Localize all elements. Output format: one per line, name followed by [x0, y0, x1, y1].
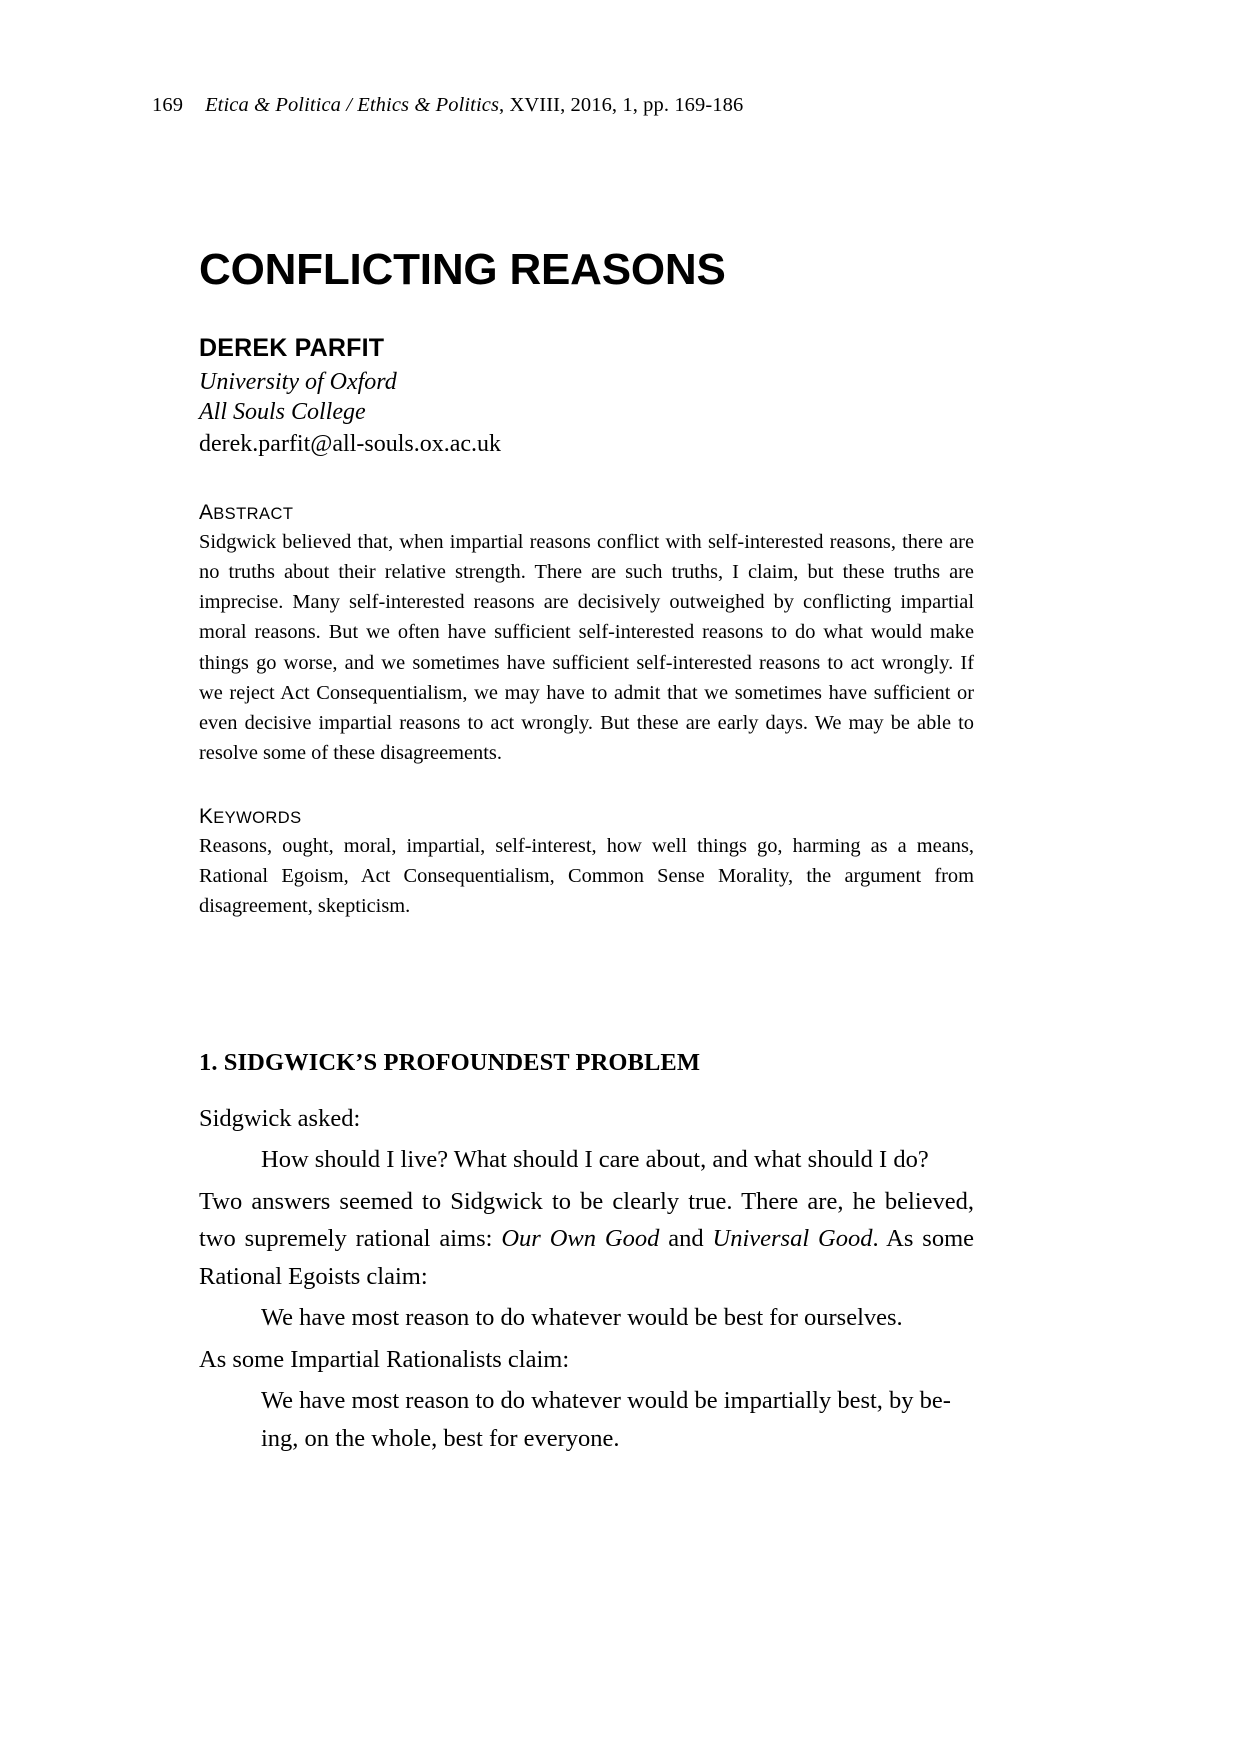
- paragraph-sidgwick-asked: Sidgwick asked:: [199, 1105, 361, 1132]
- keywords-label-initial: K: [199, 804, 214, 828]
- journal-title: Etica & Politica / Ethics & Politics: [205, 94, 500, 116]
- citation-details: , XVIII, 2016, 1, pp. 169-186: [499, 94, 744, 116]
- paragraph-two-answers-part3: . As some Rational Egoists claim:: [199, 1225, 974, 1290]
- paragraph-two-answers-conjunction: and: [659, 1225, 713, 1253]
- emphasis-universal-good: Universal Good: [712, 1225, 873, 1253]
- author-block: [199, 333, 899, 461]
- author-email[interactable]: derek.parfit@all-souls.ox.ac.uk: [199, 431, 502, 458]
- abstract-text: Sidgwick believed that, when impartial reasons conflict with self-interested reasons, there are no truths about their relative strength. There are such truths, I claim, but these truths are imprecise. Many self-interested reasons are decisively outweighed by conflicting impartial moral reasons. But we often have sufficient self-interested reasons to do what would make things go worse, and we sometimes have sufficient self-interested reasons to act wrongly. If we reject Act Consequentialism, we may have to admit that we sometimes have sufficient or even decisive impartial reasons to act wrongly. But these are early days. We may be able to resolve some of these disagreements.: [199, 531, 974, 764]
- section-heading: 1. SIDGWICK’S PROFOUNDEST PROBLEM: [199, 1049, 701, 1076]
- paragraph-two-answers: [199, 1183, 974, 1295]
- paragraph-two-answers-part1: Two answers seemed to Sidgwick to be clearly true. There are, he believed, two supremely rational aims:: [199, 1187, 974, 1253]
- abstract-keywords-block: [199, 500, 974, 921]
- running-head: [152, 93, 743, 118]
- blockquote-line-2: ing, on the whole, best for everyone.: [261, 1424, 620, 1452]
- keywords-label-rest: EYWORDS: [213, 808, 302, 827]
- emphasis-our-own-good: Our Own Good: [501, 1225, 660, 1253]
- body-content: [199, 1100, 974, 1461]
- author-name: DEREK PARFIT: [199, 334, 385, 362]
- keywords-text: Reasons, ought, moral, impartial, self-interest, how well things go, harming as a means, Rational Egoism, Act Consequentialism, Common Sense Morality, the argument from disagreement, skepticism.: [199, 835, 974, 918]
- blockquote-line-1: We have most reason to do whatever would be impartially best, by be-: [261, 1387, 951, 1415]
- paragraph-impartial-rationalists: As some Impartial Rationalists claim:: [199, 1345, 570, 1373]
- abstract-label-rest: BSTRACT: [213, 505, 294, 523]
- keywords-section: [199, 804, 974, 921]
- keywords-label: [199, 804, 974, 829]
- abstract-label-initial: A: [199, 501, 214, 524]
- abstract-label: [199, 500, 974, 525]
- blockquote-impartial-rationalists: [199, 1382, 974, 1457]
- page-folio-number: 169: [152, 94, 184, 116]
- blockquote-rational-egoists: We have most reason to do whatever would be best for ourselves.: [261, 1304, 903, 1332]
- page-title: CONFLICTING REASONS: [199, 245, 726, 295]
- blockquote-how-should-i-live: How should I live? What should I care about, and what should I do?: [261, 1146, 929, 1174]
- author-affiliation-college: All Souls College: [199, 398, 366, 425]
- author-affiliation-university: University of Oxford: [199, 368, 397, 395]
